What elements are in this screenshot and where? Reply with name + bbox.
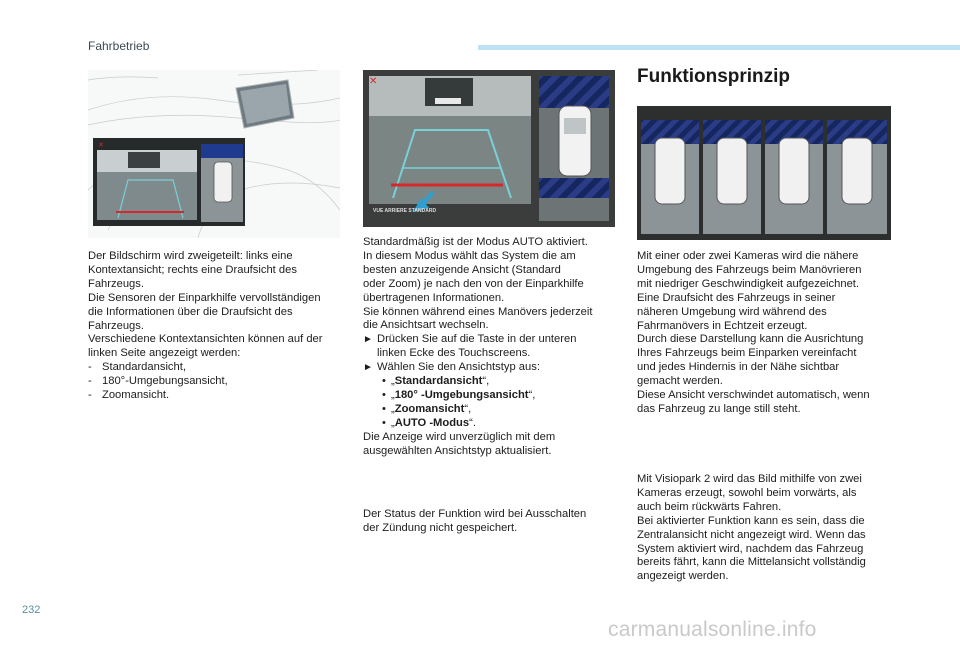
list-item: ► Wählen Sie den Ansichtstyp aus: [363, 361, 540, 374]
text-line: System aktiviert wird, nachdem das Fahrzeug [637, 542, 864, 555]
text-line: gemacht werden. [637, 375, 723, 388]
list-item: - Standardansicht, [88, 361, 186, 374]
column2-note [363, 508, 623, 536]
text-line: auch beim rückwärts Fahren. [637, 500, 782, 513]
text-line: Der Status der Funktion wird bei Ausschalten [363, 508, 587, 520]
text-line: Kontextansicht; rechts eine Draufsicht des [88, 263, 297, 276]
text-line: angezeigt werden. [637, 570, 729, 583]
step-list [363, 333, 623, 375]
arrow-right-icon: ► [363, 334, 373, 346]
text-line: mit niedriger Geschwindigkeit aufgezeichnet. [637, 277, 860, 290]
text-line: Verschiedene Kontextansichten können auf der [88, 333, 323, 346]
text-line: Mit einer oder zwei Kameras wird die nähere [637, 250, 859, 262]
text-line: die Informationen über die Draufsicht des [88, 305, 293, 318]
text-line: Fahrmanövers in Echtzeit erzeugt. [637, 319, 808, 332]
list-item: • „ AUTO -Modus “. [382, 416, 476, 429]
text-line: In diesem Modus wählt das System die am [363, 249, 576, 262]
arrow-right-icon: ► [363, 362, 373, 374]
close-icon: ✕ [369, 76, 378, 87]
text-line: oder Zoom) je nach den von der Einparkhilfe [363, 277, 584, 290]
text-line: Fahrzeugs. [88, 319, 144, 332]
text-line: Eine Draufsicht des Fahrzeugs in seiner [637, 291, 836, 304]
text-line: Durch diese Darstellung kann die Ausrichtung [637, 333, 864, 346]
text-line: Diese Ansicht verschwindet automatisch, wenn [637, 389, 870, 402]
view-type-list [88, 361, 348, 403]
text-line: und jedes Hindernis in der Nähe sichtbar [637, 361, 840, 374]
text-line: die Ansichtsart wechseln. [363, 319, 489, 332]
text-line: besten anzuzeigende Ansicht (Standard [363, 263, 561, 276]
text-line: übertragenen Informationen. [363, 291, 505, 304]
text-line: bereits fährt, kann die Mittelansicht vollständig [637, 556, 866, 569]
text-line: linken Seite angezeigt werden: [88, 347, 241, 360]
text-line: ausgewählten Ansichtstyp aktualisiert. [363, 444, 552, 457]
list-item: • „ 180° -Umgebungsansicht “, [382, 388, 536, 401]
header-accent-bar [478, 45, 960, 50]
text-line: Kameras erzeugt, sowohl beim vorwärts, als [637, 486, 857, 499]
column3-text-visiopark [637, 473, 897, 584]
text-line: Bei aktivierter Funktion kann es sein, dass die [637, 514, 865, 527]
infotainment-screen-icon [236, 80, 294, 128]
text-line: Fahrzeugs. [88, 277, 144, 290]
header-section-label: Fahrbetrieb [88, 39, 150, 53]
column3-text [637, 250, 897, 417]
close-icon: ✕ [98, 142, 104, 149]
text-line: Mit Visiopark 2 wird das Bild mithilfe von zwei [637, 473, 862, 485]
watermark: carmanualsonline.info [608, 618, 817, 641]
list-item: • „ Zoomansicht “, [382, 402, 472, 415]
view-mode-label: VUE ARRIERE STANDARD [373, 208, 437, 214]
text-line: Ihres Fahrzeugs beim Einparken vereinfacht [637, 347, 857, 360]
text-line: Die Sensoren der Einparkhilfe vervollständigen [88, 291, 321, 304]
text-line: Umgebung des Fahrzeugs beim Manövrieren [637, 263, 862, 276]
list-item: • „ Standardansicht “, [382, 375, 490, 388]
text-line: der Zündung nicht gespeichert. [363, 521, 518, 534]
top-view-illustration [637, 106, 891, 240]
text-line: näheren Umgebung wird während des [637, 305, 827, 318]
text-line: Der Bildschirm wird zweigeteilt: links eine [88, 250, 293, 262]
rear-camera-view-illustration [363, 70, 615, 227]
list-item: - Zoomansicht. [88, 389, 170, 402]
text-line: Standardmäßig ist der Modus AUTO aktiviert. [363, 236, 588, 248]
text-line: das Fahrzeug zu lange still steht. [637, 402, 801, 415]
page-number: 232 [22, 604, 41, 616]
text-line: Die Anzeige wird unverzüglich mit dem [363, 430, 556, 443]
column1-text [88, 250, 348, 403]
list-item: ► Drücken Sie auf die Taste in der unteren linken Ecke des Touchscreens. [363, 333, 577, 360]
section-title: Funktionsprinzip [637, 66, 791, 87]
text-line: Sie können während eines Manövers jederzeit [363, 305, 593, 318]
dashboard-illustration [88, 70, 340, 238]
list-item: - 180°-Umgebungsansicht, [88, 375, 228, 388]
column2-text [363, 236, 623, 459]
text-line: Zentralansicht nicht angezeigt wird. Wenn das [637, 528, 866, 541]
view-option-list [363, 375, 623, 431]
